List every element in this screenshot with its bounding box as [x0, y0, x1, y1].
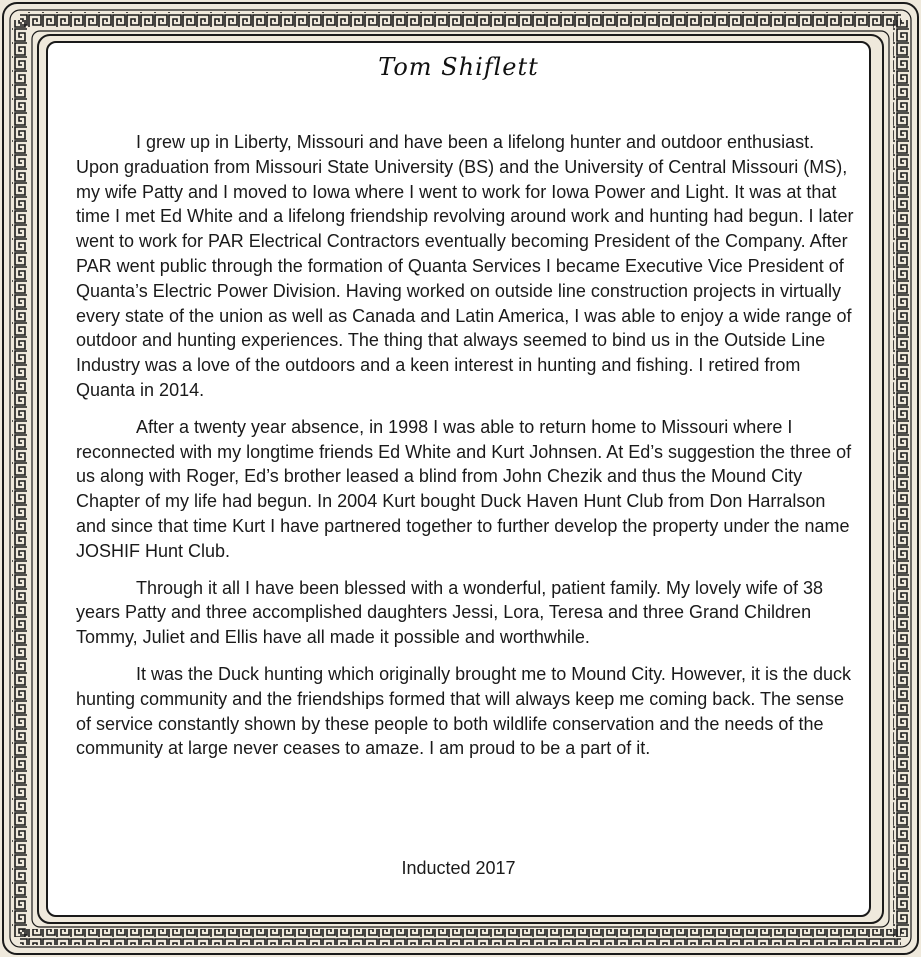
inducted-year: Inducted 2017	[401, 858, 516, 878]
inductee-name: Tom Shiflett	[378, 53, 539, 81]
biography-paragraph: After a twenty year absence, in 1998 I was able to return home to Missouri where I reconnected with my longtime friends Ed White and Kurt Johnsen. At Ed’s suggestion the three of us along with Roger, Ed’s brother leased a blind from John Chezik and thus the Mound City Chapter of my life had begun. In 2004 Kurt bought Duck Haven Hunt Club from Don Harralson and since that time Kurt I have partnered together to further develop the property under the name JOSHIF Hunt Club.	[76, 416, 852, 561]
biography-paragraph: I grew up in Liberty, Missouri and have been a lifelong hunter and outdoor enthusiast. Upon graduation from Missouri State University (BS) and the University of Central Missouri (MS), my wife Patty and I moved to Iowa where I went to work for Iowa Power and Light. It was at that time I met Ed White and a lifelong friendship revolving around work and hunting had begun. I later went to work for PAR Electrical Contractors eventually becoming President of the Company. After PAR went public through the formation of Quanta Services I became Executive Vice President of Quanta’s Electric Power Division. Having worked on outside line construction projects in virtually every state of the union as well as Canada and Latin America, I was able to enjoy a wide range of outdoor and hunting experiences. The thing that always seemed to bind us in the Outside Line Industry was a love of the outdoors and a keen interest in hunting and fishing. I retired from Quanta in 2014.	[76, 132, 854, 400]
biography-panel	[46, 41, 871, 917]
biography-paragraph: Through it all I have been blessed with a wonderful, patient family. My lovely wife of 38 years Patty and three accomplished daughters Jessi, Lora, Teresa and three Grand Children Tommy, Juliet and Ellis have all made it possible and worthwhile.	[76, 577, 824, 648]
biography-paragraph: It was the Duck hunting which originally brought me to Mound City. However, it is the duck hunting community and the friendships formed that will always keep me coming back. The sense of service constantly shown by these people to both wildlife conservation and the needs of the community at large never ceases to amaze. I am proud to be a part of it.	[76, 663, 852, 759]
biography-text	[76, 130, 856, 773]
